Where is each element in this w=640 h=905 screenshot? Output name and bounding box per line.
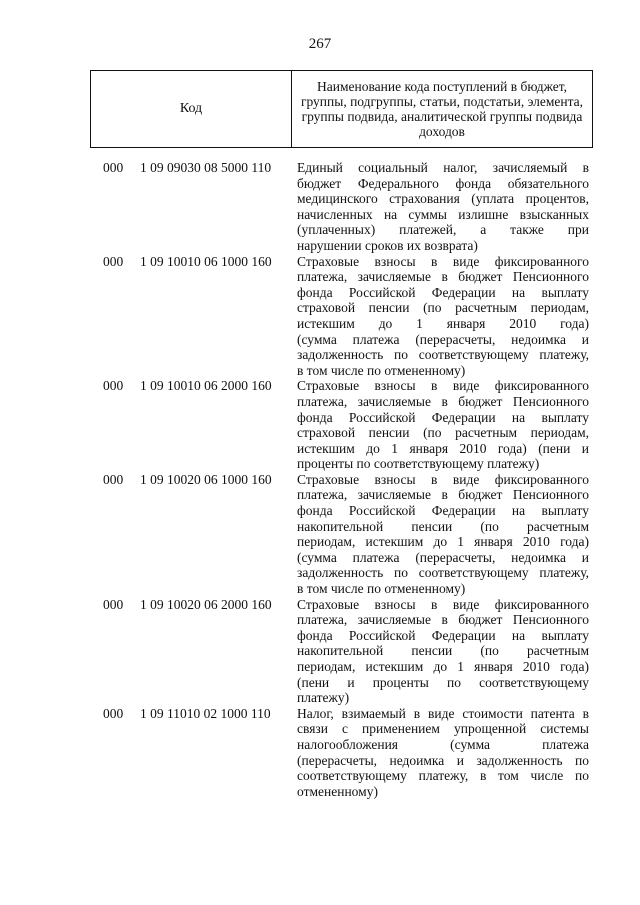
description-line: платежа, зачисляемые в бюджет Пенсионного xyxy=(297,269,589,285)
row-prefix: 000 xyxy=(103,253,124,269)
row-code: 1 09 10010 06 2000 160 xyxy=(140,378,272,394)
description-line: нарушении сроков их возврата) xyxy=(297,237,478,253)
description-line: начисленных на суммы излишне взысканных xyxy=(297,206,589,222)
description-line: налогообложения (сумма платежа xyxy=(297,736,589,752)
description-line: фонда Российской Федерации на выплату xyxy=(297,409,589,425)
header-code-label: Код xyxy=(91,71,292,147)
table-row xyxy=(0,706,640,800)
description-line: накопительной пенсии (по расчетным xyxy=(297,643,589,659)
description-line: фонда Российской Федерации на выплату xyxy=(297,284,589,300)
description-line: истекшим до 1 января 2010 года) (пени и xyxy=(297,440,589,456)
table-row xyxy=(0,378,640,472)
row-description xyxy=(297,254,589,379)
row-code: 1 09 10020 06 1000 160 xyxy=(140,471,272,487)
row-description xyxy=(297,597,589,706)
page-number: 267 xyxy=(308,36,332,52)
table-row xyxy=(0,160,640,254)
description-line: задолженность по соответствующему платежу, xyxy=(297,347,589,363)
description-line: страховой пенсии (по расчетным периодам, xyxy=(297,425,589,441)
row-code: 1 09 10020 06 2000 160 xyxy=(140,596,272,612)
description-line: бюджет Федерального фонда обязательного xyxy=(297,175,589,191)
table-header xyxy=(90,70,593,148)
description-line: фонда Российской Федерации на выплату xyxy=(297,503,589,519)
table-row xyxy=(0,597,640,706)
row-code: 1 09 10010 06 1000 160 xyxy=(140,253,272,269)
description-line: платежа, зачисляемые в бюджет Пенсионного xyxy=(297,393,589,409)
description-line: в том числе по отмененному) xyxy=(297,362,466,378)
header-name-label: Наименование кода поступлений в бюджет, группы, подгруппы, статьи, подстатьи, элемента, группы подвида, аналитической группы подвида доходов xyxy=(300,79,584,139)
description-line: отмененному) xyxy=(297,783,378,799)
row-prefix: 000 xyxy=(103,160,124,175)
description-line: платежа, зачисляемые в бюджет Пенсионного xyxy=(297,612,589,628)
row-description xyxy=(297,160,589,254)
description-line: (пени и проценты по соответствующему xyxy=(297,674,589,690)
description-line: Страховые взносы в виде фиксированного xyxy=(297,378,589,394)
description-line: периодам, истекшим до 1 января 2010 года) xyxy=(297,534,589,550)
description-line: связи с применением упрощенной системы xyxy=(297,721,589,737)
table-body xyxy=(0,160,640,799)
description-line: накопительной пенсии (по расчетным xyxy=(297,518,589,534)
description-line: истекшим до 1 января 2010 года) xyxy=(297,315,589,331)
row-description xyxy=(297,706,589,800)
description-line: Страховые взносы в виде фиксированного xyxy=(297,471,589,487)
description-line: периодам, истекшим до 1 января 2010 года) xyxy=(297,659,589,674)
description-line: соответствующему платежу, в том числе по xyxy=(297,768,589,784)
description-line: проценты по соответствующему платежу) xyxy=(297,456,540,472)
description-line: Страховые взносы в виде фиксированного xyxy=(297,253,589,269)
row-description xyxy=(297,378,589,472)
description-line: Налог, взимаемый в виде стоимости патента в xyxy=(297,705,589,721)
row-prefix: 000 xyxy=(103,705,124,721)
description-line: платежа, зачисляемые в бюджет Пенсионного xyxy=(297,487,589,503)
description-line: платежу) xyxy=(297,690,350,706)
description-line: страховой пенсии (по расчетным периодам, xyxy=(297,300,589,316)
row-prefix: 000 xyxy=(103,596,124,612)
row-code: 1 09 09030 08 5000 110 xyxy=(140,160,272,175)
description-line: (сумма платежа (перерасчеты, недоимка и xyxy=(297,549,589,565)
description-line: Единый социальный налог, зачисляемый в xyxy=(297,160,589,175)
description-line: фонда Российской Федерации на выплату xyxy=(297,627,589,643)
description-line: (уплаченных) платежей, а также при xyxy=(297,222,589,238)
description-line: Страховые взносы в виде фиксированного xyxy=(297,596,589,612)
description-line: задолженность по соответствующему платежу, xyxy=(297,565,589,581)
description-line: (сумма платежа (перерасчеты, недоимка и xyxy=(297,331,589,347)
description-line: (перерасчеты, недоимка и задолженность по xyxy=(297,752,589,768)
row-description xyxy=(297,472,589,597)
row-prefix: 000 xyxy=(103,378,124,394)
description-line: в том числе по отмененному) xyxy=(297,581,466,597)
table-row xyxy=(0,254,640,379)
table-row xyxy=(0,472,640,597)
row-code: 1 09 11010 02 1000 110 xyxy=(140,705,271,721)
description-line: медицинского страхования (уплата процентов, xyxy=(297,191,589,207)
row-prefix: 000 xyxy=(103,471,124,487)
